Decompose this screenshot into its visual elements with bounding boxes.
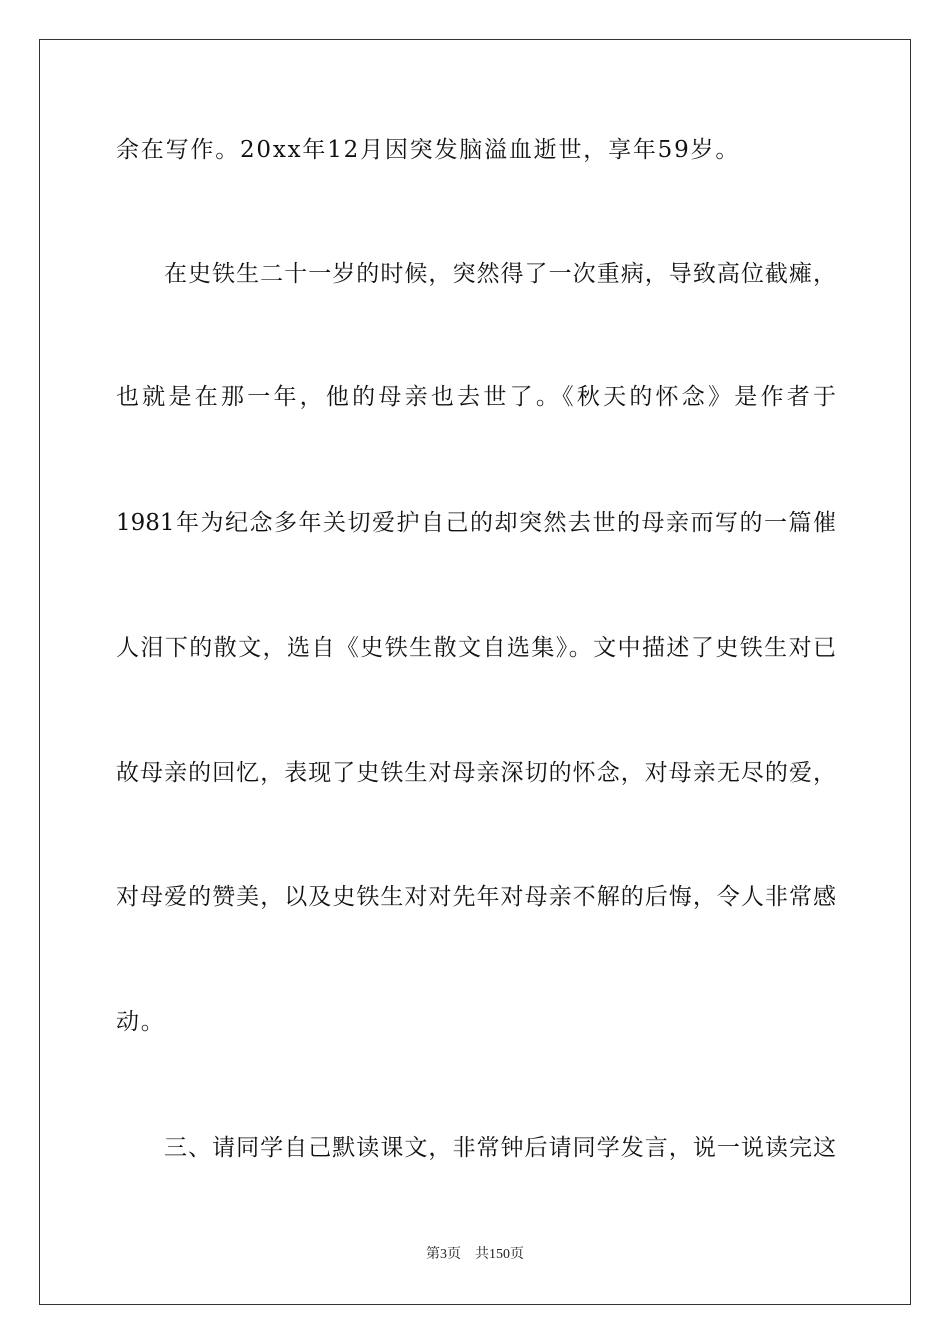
page-border [39,39,911,1305]
current-page-number: 第3页 [426,1247,461,1262]
text-line-7: 对母爱的赞美，以及史铁生对对先年对母亲不解的后悔，令人非常感 [116,884,836,910]
total-page-count: 共150页 [475,1247,524,1262]
text-line-9: 三、请同学自己默读课文，非常钟后请同学发言，说一说读完这 [164,1135,836,1161]
page-footer [0,1243,950,1263]
text-line-6: 故母亲的回忆，表现了史铁生对母亲深切的怀念，对母亲无尽的爱， [116,760,836,786]
text-line-1: 余在写作。20xx年12月因突发脑溢血逝世，享年59岁。 [116,137,741,163]
text-line-4: 1981年为纪念多年关切爱护自己的却突然去世的母亲而写的一篇催 [116,510,836,536]
text-line-3: 也就是在那一年，他的母亲也去世了。《秋天的怀念》是作者于 [116,384,836,410]
text-line-2: 在史铁生二十一岁的时候，突然得了一次重病，导致高位截瘫， [164,261,836,287]
text-line-5: 人泪下的散文，选自《史铁生散文自选集》。文中描述了史铁生对已 [116,635,836,661]
text-line-8: 动。 [116,1009,166,1035]
